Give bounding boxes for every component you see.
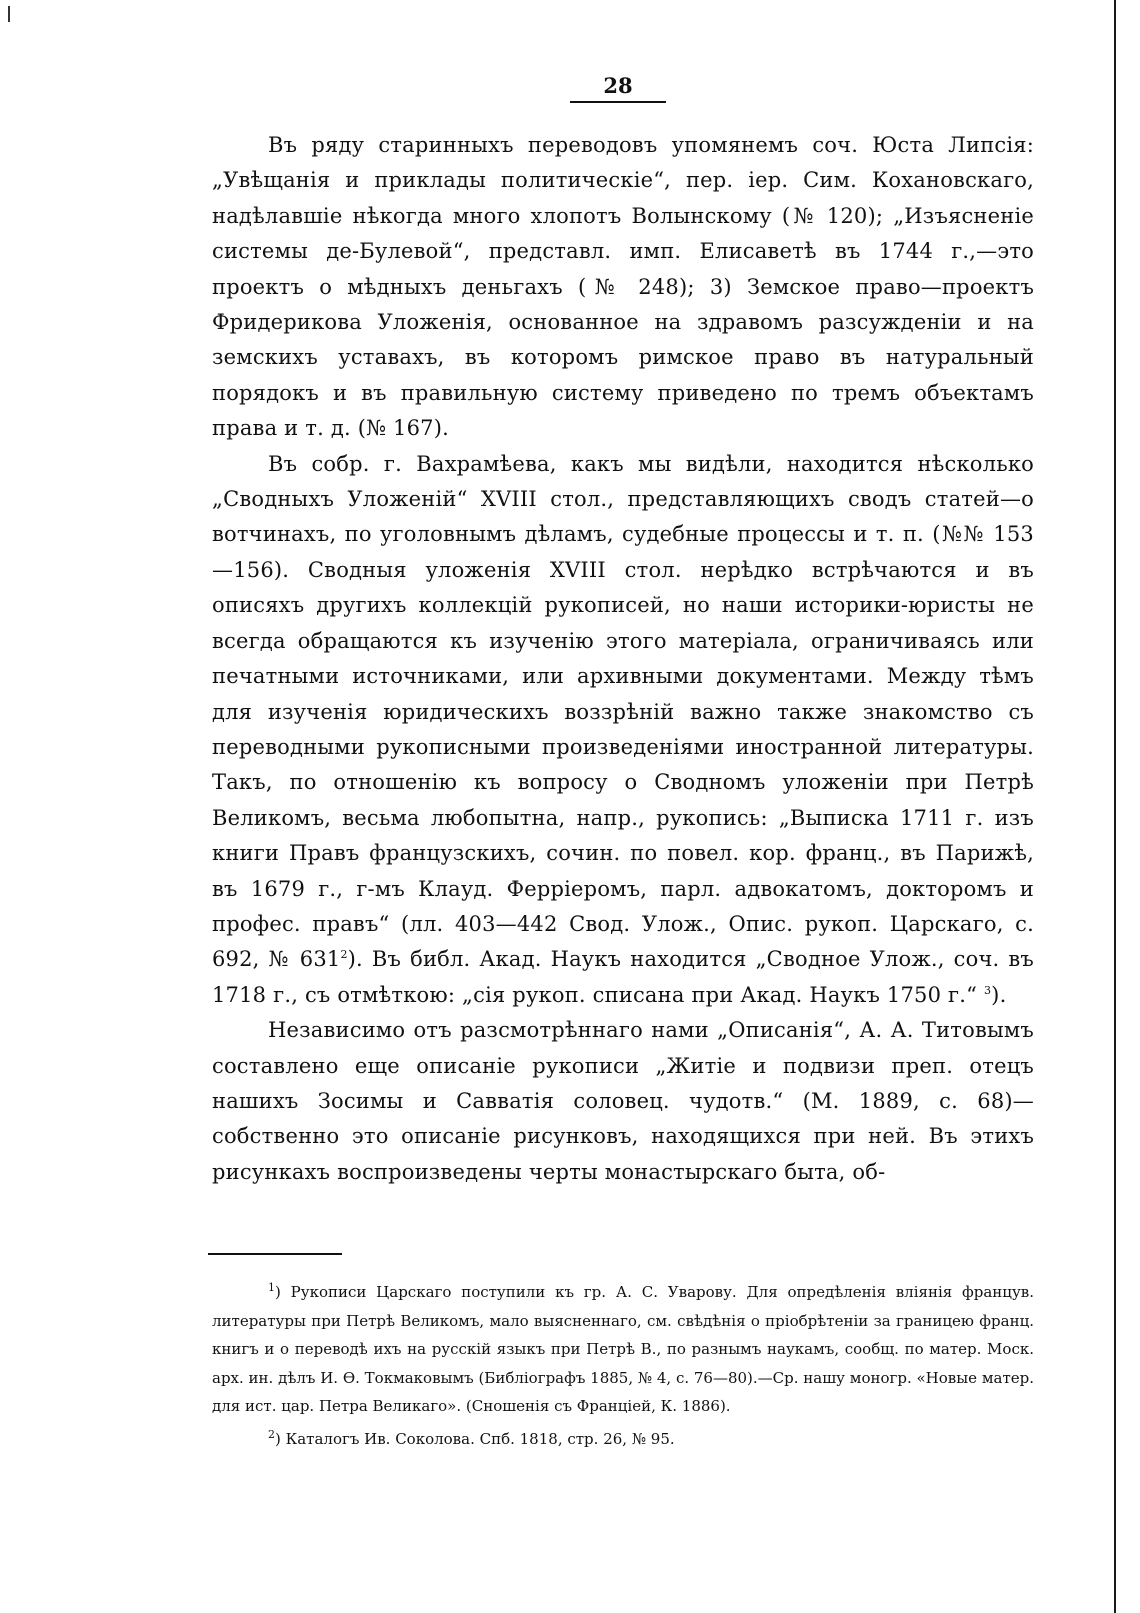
footnote-ref-3: 3 (983, 983, 992, 997)
scan-corner-mark (8, 6, 10, 22)
footnote-2 (212, 1425, 1034, 1454)
footnote-2-text: ) Каталогъ Ив. Соколова. Спб. 1818, стр. 26, № 95. (275, 1429, 675, 1448)
footnote-2-mark: 2 (268, 1427, 275, 1441)
paragraph-2 (212, 447, 1034, 1014)
footnote-1-text: ) Рукописи Царскаго поступили къ гр. А. С. Уварову. Для опредѣленія вліянія францув. литературы при Петрѣ Великомъ, мало выясненнаго, см. свѣдѣнія о пріобрѣтеніи за границею франц. книгъ и о переводѣ ихъ на русскій языкъ при Петрѣ В., по разнымъ наукамъ, сообщ. по матер. Моск. арх. ин. дѣлъ И. Ѳ. Токмаковымъ (Библіографъ 1885, № 4, с. 76—80).—Ср. нашу моногр. «Новые матер. для ист. цар. Петра Великаго». (Сношенія съ Франціей, К. 1886). (212, 1283, 1034, 1415)
footnotes (212, 1278, 1034, 1457)
paragraph-2-part-1: Въ собр. г. Вахрамѣева, какъ мы видѣли, находится нѣсколько „Сводныхъ Уложеній“ XVIII стол., представляющихъ сводъ статей—о вотчинахъ, по уголовнымъ дѣламъ, судебные процессы и т. п. (№№ 153—156). Сводныя уложенія XVIII стол. нерѣдко встрѣчаются и въ описяхъ другихъ коллекцій рукописей, но наши историки-юристы не всегда обращаются къ изученію этого матеріала, ограничиваясь или печатными источниками, или архивными документами. Между тѣмъ для изученія юридическихъ воззрѣній важно также знакомство съ переводными рукописными произведеніями иностранной литературы. Такъ, по отношенію къ вопросу о Сводномъ уложеніи при Петрѣ Великомъ, весьма любопытна, напр., рукопись: „Выписка 1711 г. изъ книги Правъ французскихъ, сочин. по повел. кор. франц., въ Парижѣ, въ 1679 г., г-мъ Клауд. Ферріеромъ, парл. адвокатомъ, докторомъ и профес. правъ“ (лл. 403—442 Свод. Улож., Опис. рукоп. Царскаго, с. 692, № 631 (212, 451, 1034, 972)
page-number: 28 (570, 74, 666, 103)
paragraph-1: Въ ряду старинныхъ переводовъ упомянемъ соч. Юста Липсія: „Увѣщанія и приклады политическіе“, пер. іер. Сим. Кохановскаго, надѣлавшіе нѣкогда много хлопотъ Волынскому (№ 120); „Изъясненіе системы де-Булевой“, представл. имп. Елисаветѣ въ 1744 г.,—это проектъ о мѣдныхъ деньгахъ (№ 248); 3) Земское право—проектъ Фридерикова Уложенія, основанное на здравомъ разсужденіи и на земскихъ уставахъ, въ которомъ римское право въ натуральный порядокъ и въ правильную систему приведено по тремъ объектамъ права и т. д. (№ 167). (212, 133, 1034, 441)
paragraph-2-part-2: ). Въ библ. Акад. Наукъ находится „Сводное Улож., соч. въ 1718 г., съ отмѣткою: „сія рукоп. списана при Акад. Наукъ 1750 г.“ (212, 947, 1034, 1007)
paragraph-3: Независимо отъ разсмотрѣннаго нами „Описанія“, А. А. Титовымъ составлено еще описаніе рукописи „Житіе и подвизи преп. отецъ нашихъ Зосимы и Савватія соловец. чудотв.“ (М. 1889, с. 68)—собственно это описаніе рисунковъ, находящихся при ней. Въ этихъ рисункахъ воспроизведены черты монастырскаго быта, об- (212, 1018, 1034, 1184)
page-edge-line (1114, 0, 1116, 1613)
main-text (212, 128, 1034, 1190)
footnote-divider (208, 1253, 342, 1255)
footnote-ref-2: 2 (340, 948, 348, 962)
paragraph-2-part-3: ). (991, 982, 1007, 1007)
footnote-1-mark: 1 (268, 1281, 275, 1294)
footnote-1 (212, 1278, 1034, 1421)
